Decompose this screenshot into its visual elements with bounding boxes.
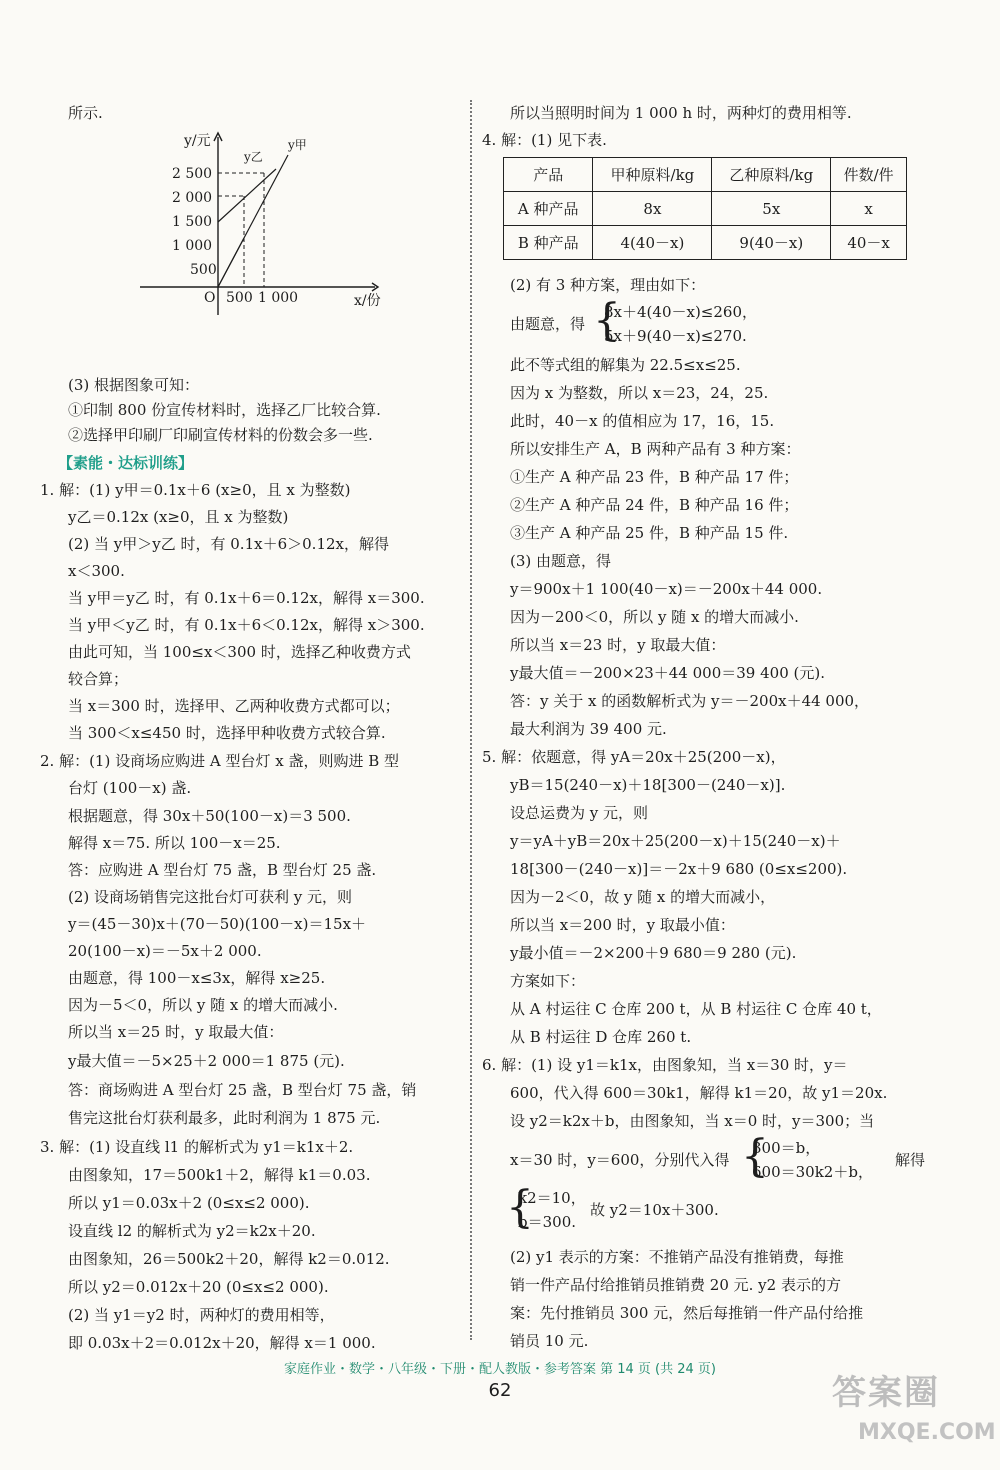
right-line-4: 8x＋4(40－x)≤260， xyxy=(604,303,757,321)
product-table xyxy=(503,157,907,260)
table-cell: 5x xyxy=(712,192,831,226)
cost-graph xyxy=(140,125,400,315)
right-line-19: 最大利润为 39 400 元. xyxy=(510,720,667,738)
right-line-38: k2＝10， xyxy=(518,1189,586,1207)
right-line-13: (3) 由题意，得 xyxy=(510,552,612,570)
right-line-41: (2) y1 表示的方案：不推销产品没有推销费，每推 xyxy=(510,1248,844,1266)
left-line-3: ②选择甲印刷厂印刷宣传材料的份数会多一些. xyxy=(68,426,373,444)
right-line-44: 销员 10 元. xyxy=(510,1332,589,1350)
table-cell: x xyxy=(831,192,907,226)
right-line-16: 所以当 x＝23 时，y 取最大值： xyxy=(510,636,726,654)
right-line-0: 所以当照明时间为 1 000 h 时，两种灯的费用相等. xyxy=(510,104,852,122)
left-line-12: 较合算； xyxy=(68,670,129,688)
page-footer: 家庭作业・数学・八年级・下册・配人教版・参考答案 第 14 页 (共 24 页) xyxy=(283,1362,717,1377)
ytick-2000: 2 000 xyxy=(172,190,213,206)
right-line-29: 从 A 村运往 C 仓库 200 t，从 B 村运往 C 仓库 40 t， xyxy=(510,1000,882,1018)
right-line-25: 因为－2＜0，故 y 随 x 的增大而减小， xyxy=(510,888,776,906)
left-line-32: 设直线 l2 的解析式为 y2＝k2x＋20. xyxy=(68,1222,316,1240)
left-line-7: (2) 当 y甲＞y乙 时，有 0.1x＋6＞0.12x，解得 xyxy=(68,535,389,553)
left-line-8: x＜300. xyxy=(68,562,125,580)
right-line-21: yB＝15(240－x)＋18[300－(240－x)]. xyxy=(510,776,786,794)
right-line-24: 18[300－(240－x)]＝－2x＋9 680 (0≤x≤200). xyxy=(510,860,848,878)
brace-system-1: { xyxy=(593,295,621,346)
right-line-33: 设 y2＝k2x＋b，由图象知，当 x＝0 时，y＝300；当 xyxy=(510,1112,875,1130)
table-cell: 40－x xyxy=(831,226,907,260)
left-line-6: y乙＝0.12x (x≥0，且 x 为整数) xyxy=(68,508,289,526)
right-line-22: 设总运费为 y 元，则 xyxy=(510,804,649,822)
watermark-logo: 答案圈 xyxy=(832,1373,940,1413)
right-line-37: 解得 xyxy=(895,1151,926,1169)
origin-label: O xyxy=(204,290,216,306)
right-line-20: 5. 解：依题意，得 yA＝20x＋25(200－x)， xyxy=(482,748,786,766)
series-label-jia: y甲 xyxy=(288,138,307,152)
right-line-34: x＝30 时，y＝600，分别代入得 xyxy=(510,1151,730,1169)
right-line-35: 300＝b， xyxy=(752,1139,821,1157)
left-line-20: (2) 设商场销售完这批台灯可获利 y 元，则 xyxy=(68,888,353,906)
right-line-9: 所以安排生产 A，B 两种产品有 3 种方案： xyxy=(510,440,801,458)
left-line-22: 20(100－x)＝－5x＋2 000. xyxy=(68,942,262,960)
left-line-19: 答：应购进 A 型台灯 75 盏，B 型台灯 25 盏. xyxy=(68,861,377,879)
right-line-32: 600，代入得 600＝30k1，解得 k1＝20，故 y1＝20x. xyxy=(510,1084,888,1102)
right-line-28: 方案如下： xyxy=(510,972,586,990)
series-label-yi: y乙 xyxy=(244,150,263,164)
table-cell: A 种产品 xyxy=(504,192,593,226)
right-line-2: (2) 有 3 种方案，理由如下： xyxy=(510,276,706,294)
left-line-15: 2. 解：(1) 设商场应购进 A 型台灯 x 盏，则购进 B 型 xyxy=(40,752,400,770)
right-line-7: 因为 x 为整数，所以 x＝23，24，25. xyxy=(510,384,769,402)
left-line-2: ①印制 800 份宣传材料时，选择乙厂比较合算. xyxy=(68,401,381,419)
column-divider xyxy=(470,100,472,1340)
left-line-26: y最大值＝－5×25＋2 000＝1 875 (元). xyxy=(68,1052,345,1070)
right-line-1: 4. 解：(1) 见下表. xyxy=(482,131,607,149)
right-line-39: b＝300. xyxy=(518,1213,577,1231)
right-line-40: 故 y2＝10x＋300. xyxy=(590,1201,719,1219)
ytick-2500: 2 500 xyxy=(172,166,213,182)
table-cell: B 种产品 xyxy=(504,226,593,260)
left-line-13: 当 x＝300 时，选择甲、乙两种收费方式都可以； xyxy=(68,697,400,715)
brace-system-3: { xyxy=(506,1182,534,1233)
left-line-25: 所以当 x＝25 时，y 取最大值： xyxy=(68,1023,284,1041)
left-line-9: 当 y甲＝y乙 时，有 0.1x＋6＝0.12x，解得 x＝300. xyxy=(68,589,425,607)
line-y-jia-low xyxy=(218,238,244,287)
left-line-27: 答：商场购进 A 型台灯 25 盏，B 型台灯 75 盏，销 xyxy=(68,1081,417,1099)
table-cell: 8x xyxy=(593,192,712,226)
left-line-35: (2) 当 y1＝y2 时，两种灯的费用相等， xyxy=(68,1306,335,1324)
right-line-42: 销一件产品付给推销员推销费 20 元. y2 表示的方 xyxy=(510,1276,841,1294)
watermark-url: MXQE.COM xyxy=(858,1420,996,1445)
section-heading: 【素能・达标训练】 xyxy=(58,454,194,472)
right-line-11: ②生产 A 种产品 24 件，B 种产品 16 件； xyxy=(510,496,799,514)
brace-system-2: { xyxy=(741,1131,769,1182)
table-header: 甲种原料/kg xyxy=(593,158,712,192)
right-line-31: 6. 解：(1) 设 y1＝k1x，由图象知，当 x＝30 时，y＝ xyxy=(482,1056,848,1074)
left-line-16: 台灯 (100－x) 盏. xyxy=(68,779,192,797)
left-line-18: 解得 x＝75. 所以 100－x＝25. xyxy=(68,834,281,852)
x-axis-label: x/份 xyxy=(354,293,381,309)
left-line-29: 3. 解：(1) 设直线 l1 的解析式为 y1＝k1x＋2. xyxy=(40,1138,354,1156)
table-row xyxy=(504,226,907,260)
right-line-15: 因为－200＜0，所以 y 随 x 的增大而减小. xyxy=(510,608,799,626)
left-line-23: 由题意，得 100－x≤3x，解得 x≥25. xyxy=(68,969,326,987)
right-line-5: 5x＋9(40－x)≤270. xyxy=(604,327,747,345)
right-line-6: 此不等式组的解集为 22.5≤x≤25. xyxy=(510,356,741,374)
left-line-31: 所以 y1＝0.03x＋2 (0≤x≤2 000). xyxy=(68,1194,310,1212)
right-line-30: 从 B 村运往 D 仓库 260 t. xyxy=(510,1028,692,1046)
right-line-14: y＝900x＋1 100(40－x)＝－200x＋44 000. xyxy=(510,580,823,598)
left-line-30: 由图象知，17＝500k1＋2，解得 k1＝0.03. xyxy=(68,1166,371,1184)
left-line-1: (3) 根据图象可知： xyxy=(68,376,200,394)
left-line-24: 因为－5＜0，所以 y 随 x 的增大而减小. xyxy=(68,996,338,1014)
table-cell: 4(40－x) xyxy=(593,226,712,260)
right-line-23: y＝yA＋yB＝20x＋25(200－x)＋15(240－x)＋ xyxy=(510,832,841,850)
ytick-1000: 1 000 xyxy=(172,238,213,254)
right-line-8: 此时，40－x 的值相应为 17，16，15. xyxy=(510,412,775,430)
left-line-10: 当 y甲＜y乙 时，有 0.1x＋6＜0.12x，解得 x＞300. xyxy=(68,616,425,634)
right-line-36: 600＝30k2＋b， xyxy=(752,1163,873,1181)
left-line-28: 售完这批台灯获利最多，此时利润为 1 875 元. xyxy=(68,1109,381,1127)
left-line-0: 所示. xyxy=(68,104,103,122)
right-line-3: 由题意，得 xyxy=(510,315,586,333)
ytick-500: 500 xyxy=(190,262,217,278)
page-number: 62 xyxy=(488,1380,512,1401)
left-line-36: 即 0.03x＋2＝0.012x＋20，解得 x＝1 000. xyxy=(68,1334,376,1352)
table-cell: 9(40－x) xyxy=(712,226,831,260)
right-line-18: 答：y 关于 x 的函数解析式为 y＝－200x＋44 000， xyxy=(510,692,870,710)
y-axis-label: y/元 xyxy=(184,133,211,149)
ytick-1500: 1 500 xyxy=(172,214,213,230)
left-line-5: 1. 解：(1) y甲＝0.1x＋6 (x≥0，且 x 为整数) xyxy=(40,481,351,499)
table-header-row xyxy=(504,158,907,192)
table-header: 产品 xyxy=(504,158,593,192)
left-line-33: 由图象知，26＝500k2＋20，解得 k2＝0.012. xyxy=(68,1250,390,1268)
left-line-11: 由此可知，当 100≤x＜300 时，选择乙种收费方式 xyxy=(68,643,411,661)
left-line-34: 所以 y2＝0.012x＋20 (0≤x≤2 000). xyxy=(68,1278,329,1296)
right-line-26: 所以当 x＝200 时，y 取最小值： xyxy=(510,916,735,934)
table-header: 乙种原料/kg xyxy=(712,158,831,192)
right-line-43: 案：先付推销员 300 元，然后每推销一件产品付给推 xyxy=(510,1304,864,1322)
left-line-14: 当 300＜x≤450 时，选择甲种收费方式较合算. xyxy=(68,724,386,742)
left-line-17: 根据题意，得 30x＋50(100－x)＝3 500. xyxy=(68,807,351,825)
xtick-1000: 1 000 xyxy=(258,290,299,306)
table-header: 件数/件 xyxy=(831,158,907,192)
right-line-27: y最小值＝－2×200＋9 680＝9 280 (元). xyxy=(510,944,797,962)
table-row xyxy=(504,192,907,226)
left-line-21: y＝(45－30)x＋(70－50)(100－x)＝15x＋ xyxy=(68,915,367,933)
xtick-500: 500 xyxy=(226,290,253,306)
right-line-17: y最大值＝－200×23＋44 000＝39 400 (元). xyxy=(510,664,825,682)
right-line-10: ①生产 A 种产品 23 件，B 种产品 17 件； xyxy=(510,468,799,486)
right-line-12: ③生产 A 种产品 25 件，B 种产品 15 件. xyxy=(510,524,789,542)
